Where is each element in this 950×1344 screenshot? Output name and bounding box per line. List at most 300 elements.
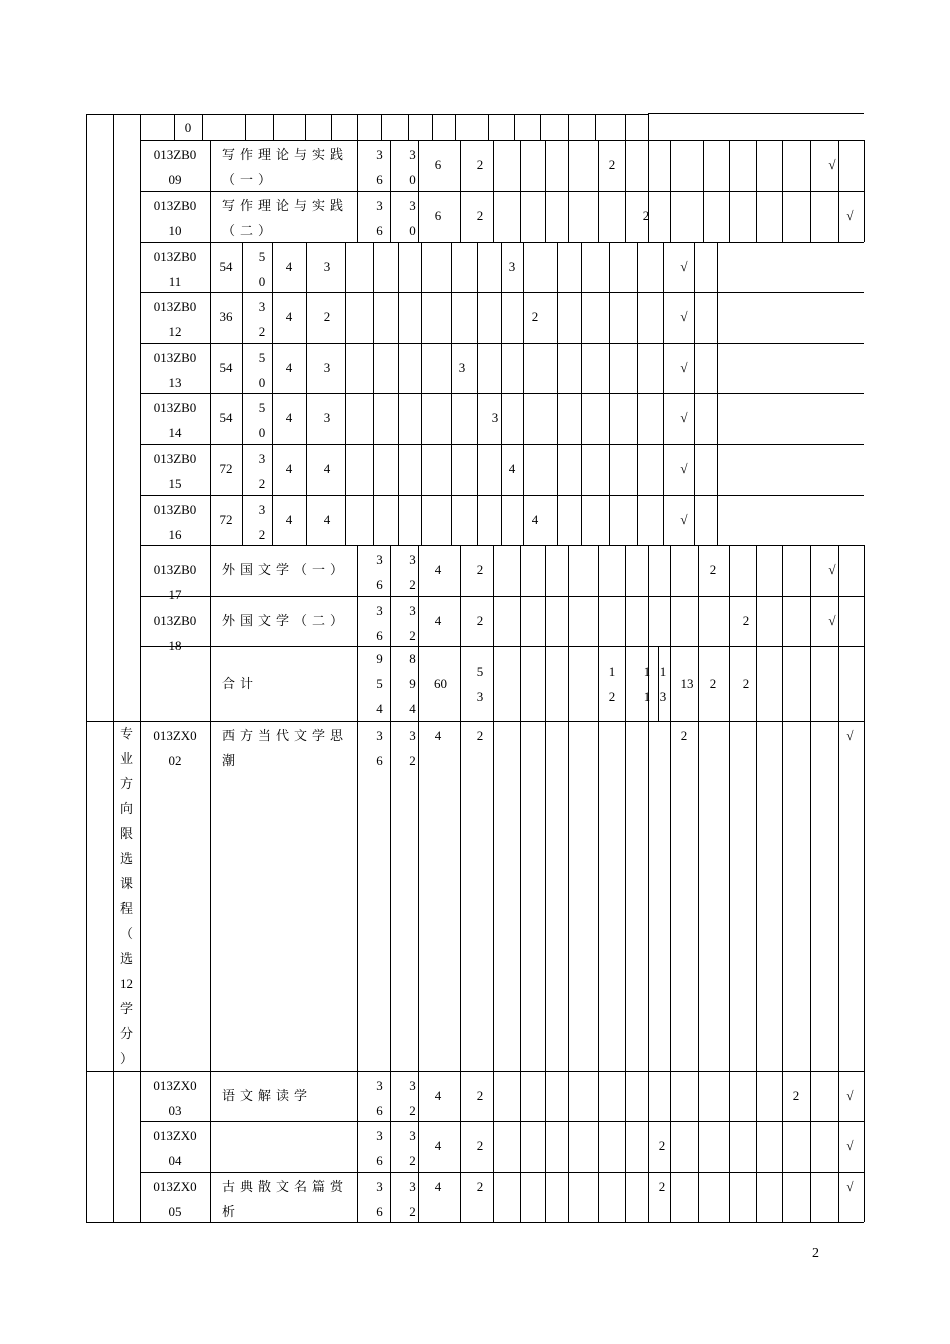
rule-v [477,242,478,292]
rule-v [501,495,502,545]
rule-v [598,1172,599,1222]
course-code: 12 [168,324,182,339]
rule-v [670,140,671,191]
rule-v [568,545,569,596]
course-weeks: 4 [285,309,293,324]
course-code: 17 [168,587,182,602]
course-weeks: 4 [434,562,442,577]
rule-v [782,545,783,596]
course-code: 09 [168,172,182,187]
course-weeks: 4 [434,1179,442,1194]
rule-v [670,191,671,242]
rule-v [648,114,649,140]
rule-v [756,545,757,596]
rule-v [331,114,332,140]
rule-v [568,114,569,140]
course-code: 013ZB0 [153,198,197,213]
course-practice: 3 [409,147,416,162]
rule-v [523,343,524,393]
rule-v [756,721,757,1071]
rule-v [210,1121,211,1172]
term-mark: √ [680,461,688,476]
rule-v [598,545,599,596]
rule-v [694,495,695,545]
rule-v [598,721,599,1071]
rule-v [810,721,811,1071]
category-label: 专 [119,726,133,741]
term-mark: √ [846,208,854,223]
rule-h [140,444,717,445]
rule-v [838,1071,839,1121]
term-mark: 2 [709,562,717,577]
rule-v [670,1071,671,1121]
course-practice: 9 [409,676,416,691]
rule-v [717,343,718,393]
rule-v [568,191,569,242]
rule-v [545,596,546,646]
rule-v [782,1172,783,1222]
rule-v [810,140,811,191]
rule-v [210,1172,211,1222]
rule-v [694,393,695,444]
course-hours: 54 [219,360,233,375]
course-code: 013ZX0 [153,1128,197,1143]
rule-v [568,1172,569,1222]
rule-v [86,114,87,1222]
rule-v [698,596,699,646]
rule-h [140,596,864,597]
rule-v [373,393,374,444]
rule-v [493,721,494,1071]
rule-v [520,596,521,646]
course-practice: 2 [409,577,416,592]
rule-v [514,114,515,140]
rule-v [663,292,664,343]
course-code: 013ZB0 [153,613,197,628]
rule-v [782,1071,783,1121]
rule-v [305,114,306,140]
category-label: 分 [119,1026,133,1041]
rule-v [698,721,699,1071]
course-name: 写作理论与实践 [222,147,349,162]
term-mark: √ [680,259,688,274]
rule-v [598,1121,599,1172]
rule-v [609,343,610,393]
course-weeks: 4 [285,259,293,274]
rule-v [598,140,599,191]
course-weeks: 60 [434,676,447,691]
course-hours: 3 [376,728,383,743]
course-code: 013ZB0 [153,249,197,264]
rule-v [625,1121,626,1172]
rule-v [810,1172,811,1222]
term-mark: 1 [643,689,651,704]
rule-v [460,721,461,1071]
rule-v [398,292,399,343]
course-practice: 2 [409,628,416,643]
course-practice: 2 [409,753,416,768]
course-hours: 6 [376,223,383,238]
rule-v [864,545,865,596]
rule-v [782,191,783,242]
course-code: 013ZB0 [153,562,197,577]
rule-v [864,596,865,646]
rule-v [756,191,757,242]
course-hours: 3 [376,1128,383,1143]
rule-v [520,140,521,191]
term-mark: √ [846,728,854,743]
rule-v [421,242,422,292]
term-mark: 1 [659,664,667,679]
course-practice: 2 [258,324,266,339]
rule-v [557,292,558,343]
course-hours: 4 [376,701,383,716]
course-name: 外国文学（一） [222,562,349,577]
term-mark: 2 [658,1138,666,1153]
rule-v [545,1071,546,1121]
term-mark: √ [828,562,836,577]
rule-v [501,343,502,393]
course-code: 10 [168,223,182,238]
course-code: 03 [168,1103,182,1118]
rule-v [864,1071,865,1121]
course-name: 合计 [222,676,259,691]
course-credits: 3 [323,259,331,274]
rule-v [663,242,664,292]
category-label: 方 [119,776,133,791]
rule-v [663,343,664,393]
rule-v [373,292,374,343]
rule-v [698,1121,699,1172]
rule-v [523,242,524,292]
rule-v [625,191,626,242]
rule-v [717,495,718,545]
rule-v [810,545,811,596]
rule-v [202,114,203,140]
course-practice: 0 [258,274,266,289]
rule-v [545,646,546,721]
rule-v [398,495,399,545]
rule-v [756,1172,757,1222]
rule-v [637,393,638,444]
rule-v [598,191,599,242]
category-label: 选 [119,951,133,966]
rule-v [717,393,718,444]
rule-v [568,596,569,646]
course-code: 14 [168,425,182,440]
category-label: 课 [119,876,133,891]
rule-v [625,596,626,646]
rule-v [648,596,649,646]
rule-v [864,1121,865,1172]
course-hours: 9 [376,651,383,666]
term-mark: √ [846,1088,854,1103]
category-label: 12 [120,976,133,991]
term-mark: 2 [742,676,750,691]
rule-v [864,140,865,242]
page-number: 2 [812,1246,819,1261]
course-code: 13 [168,375,182,390]
course-hours: 72 [219,512,233,527]
course-hours: 3 [376,147,383,162]
course-code: 16 [168,527,182,542]
course-practice: 2 [409,1103,416,1118]
course-code: 013ZX0 [153,1078,197,1093]
rule-v [581,444,582,495]
rule-v [451,444,452,495]
course-code: 04 [168,1153,182,1168]
course-practice: 3 [409,198,416,213]
category-label: 学 [119,1001,133,1016]
rule-v [398,444,399,495]
rule-v [756,1121,757,1172]
rule-v [545,191,546,242]
term-mark: 1 [643,664,651,679]
course-weeks: 4 [285,512,293,527]
rule-v [782,1121,783,1172]
rule-v [210,545,211,596]
rule-v [648,721,649,1071]
rule-v [838,721,839,1071]
rule-v [670,596,671,646]
category-label: ） [119,1051,133,1066]
course-practice: 3 [409,603,416,618]
rule-v [568,721,569,1071]
rule-v [625,114,626,140]
rule-v [729,596,730,646]
course-credits: 3 [323,410,331,425]
rule-v [810,596,811,646]
rule-v [648,1172,649,1222]
rule-v [210,140,211,191]
course-code: 013ZB0 [153,451,197,466]
rule-v [698,545,699,596]
term-mark: 2 [531,309,539,324]
rule-v [625,1071,626,1121]
term-mark: 2 [608,689,616,704]
rule-v [782,721,783,1071]
rule-v [390,721,391,1071]
course-code: 0 [184,120,192,135]
course-credits: 2 [476,1179,484,1194]
course-code: 013ZB0 [153,147,197,162]
rule-v [398,343,399,393]
course-practice: 3 [258,502,266,517]
rule-v [637,242,638,292]
rule-v [520,191,521,242]
rule-v [648,1071,649,1121]
rule-v [694,444,695,495]
rule-v [729,140,730,191]
rule-v [663,393,664,444]
course-practice: 3 [258,299,266,314]
course-credits: 2 [476,728,484,743]
rule-v [625,140,626,191]
rule-v [581,292,582,343]
course-hours: 3 [376,552,383,567]
term-mark: √ [680,512,688,527]
rule-v [520,721,521,1071]
course-practice: 3 [409,1078,416,1093]
course-hours: 6 [376,1204,383,1219]
rule-v [756,140,757,191]
rule-v [568,140,569,191]
rule-v [245,114,246,140]
rule-v [756,646,757,721]
rule-v [838,1121,839,1172]
course-code: 05 [168,1204,182,1219]
category-label: 向 [119,801,133,816]
rule-h [140,292,717,293]
rule-h [140,114,648,115]
rule-v [698,1172,699,1222]
rule-v [864,721,865,1071]
course-name: 西方当代文学思 [222,728,349,743]
course-code: 013ZB0 [153,502,197,517]
rule-v [581,242,582,292]
course-credits: 2 [476,157,484,172]
course-code: 013ZX0 [153,1179,197,1194]
term-mark: 4 [508,461,516,476]
course-practice: 3 [409,1128,416,1143]
course-practice: 4 [409,701,416,716]
rule-v [520,1071,521,1121]
term-mark: 3 [659,689,667,704]
course-hours: 6 [376,1153,383,1168]
course-weeks: 4 [434,1088,442,1103]
rule-v [864,1172,865,1222]
course-practice: 5 [258,400,266,415]
rule-v [451,242,452,292]
rule-v [501,292,502,343]
course-hours: 72 [219,461,233,476]
rule-v [477,343,478,393]
term-mark: 3 [458,360,466,375]
category-label: 限 [119,826,133,841]
rule-v [373,444,374,495]
rule-v [557,393,558,444]
course-practice: 5 [258,350,266,365]
rule-v [729,646,730,721]
rule-v [625,721,626,1071]
rule-v [477,393,478,444]
rule-v [373,242,374,292]
course-practice: 2 [409,1153,416,1168]
rule-v [557,343,558,393]
rule-v [717,444,718,495]
course-hours: 3 [376,1179,383,1194]
rule-h [648,113,864,114]
rule-v [545,140,546,191]
course-hours: 54 [219,410,233,425]
course-credits: 4 [323,512,331,527]
rule-v [595,114,596,140]
rule-v [648,545,649,596]
term-mark: 2 [709,676,717,691]
term-mark: 3 [491,410,499,425]
term-mark: √ [680,309,688,324]
rule-v [609,292,610,343]
rule-v [421,343,422,393]
rule-v [273,114,274,140]
rule-v [210,646,211,721]
rule-v [557,444,558,495]
course-practice: 3 [409,1179,416,1194]
rule-v [568,1121,569,1172]
rule-v [523,444,524,495]
course-credits: 2 [476,1138,484,1153]
rule-v [357,114,358,140]
rule-v [568,646,569,721]
rule-v [663,444,664,495]
term-mark: √ [828,613,836,628]
course-practice: 2 [258,527,266,542]
rule-v [838,191,839,242]
rule-v [523,393,524,444]
course-weeks: 4 [285,461,293,476]
rule-v [609,444,610,495]
course-code: 15 [168,476,182,491]
rule-v [523,495,524,545]
rule-v [694,292,695,343]
course-credits: 3 [323,360,331,375]
rule-v [557,495,558,545]
course-hours: 6 [376,577,383,592]
rule-v [398,242,399,292]
category-label: 选 [119,851,133,866]
rule-v [432,114,433,140]
rule-v [477,292,478,343]
rule-v [694,343,695,393]
rule-v [210,191,211,242]
rule-v [210,721,211,1071]
rule-v [694,242,695,292]
course-practice: 2 [258,476,266,491]
rule-v [625,545,626,596]
rule-v [625,646,626,721]
course-code: 013ZB0 [153,299,197,314]
course-hours: 5 [376,676,383,691]
rule-v [421,292,422,343]
rule-v [717,292,718,343]
rule-v [838,646,839,721]
rule-v [637,292,638,343]
course-credits: 2 [476,208,484,223]
rule-v [545,721,546,1071]
rule-v [810,191,811,242]
rule-v [381,114,382,140]
course-credits: 5 [476,664,484,679]
term-mark: 2 [608,157,616,172]
rule-v [545,1121,546,1172]
rule-v [756,1071,757,1121]
course-practice: 0 [258,425,266,440]
term-mark: 2 [742,613,750,628]
course-name: 潮 [222,753,241,768]
course-credits: 3 [476,689,484,704]
rule-v [523,292,524,343]
rule-v [782,140,783,191]
course-name: （一） [222,172,277,187]
rule-v [568,1071,569,1121]
rule-v [703,191,704,242]
term-mark: √ [846,1179,854,1194]
rule-v [698,646,699,721]
rule-v [598,596,599,646]
rule-v [581,393,582,444]
course-weeks: 4 [434,613,442,628]
rule-v [637,343,638,393]
